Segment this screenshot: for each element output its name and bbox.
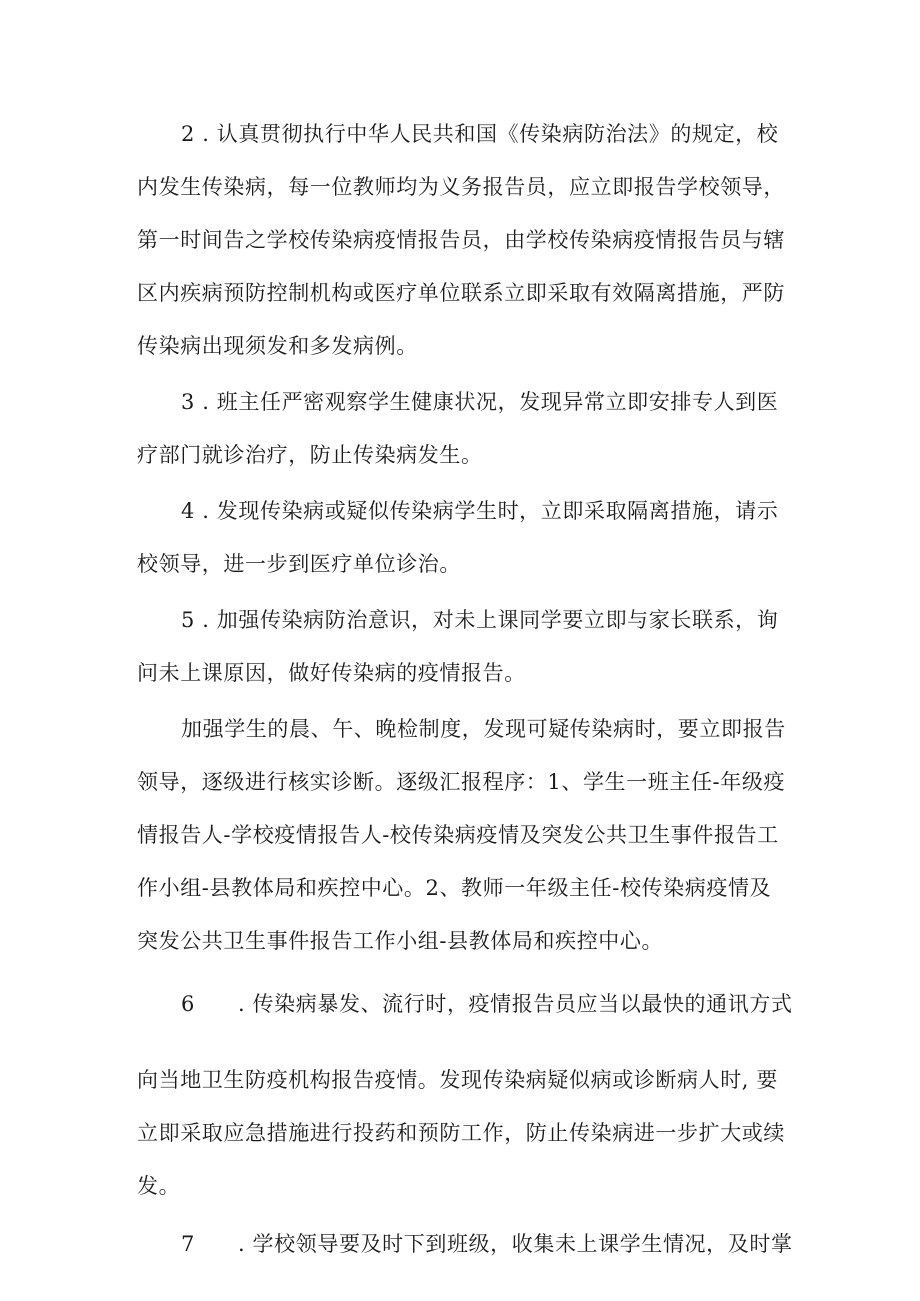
para-3-line-1: 3 . 班主任严密观察学生健康状况，发现异常立即安排专人到医 bbox=[181, 390, 779, 414]
item-6-line-4: 发。 bbox=[137, 1174, 181, 1198]
para-check-line-4: 作小组-县教体局和疾控中心。2、教师一年级主任-校传染病疫情及 bbox=[137, 876, 772, 900]
para-3-line-2: 疗部门就诊治疗，防止传染病发生。 bbox=[137, 443, 483, 467]
item-7-line-1: . 学校领导要及时下到班级，收集未上课学生情况，及时掌 bbox=[238, 1232, 793, 1256]
item-6-number: 6 bbox=[181, 992, 195, 1016]
item-6-line-3: 立即采取应急措施进行投药和预防工作，防止传染病进一步扩大或续 bbox=[137, 1121, 785, 1145]
para-check-line-1: 加强学生的晨、午、晚检制度，发现可疑传染病时，要立即报告 bbox=[181, 717, 786, 741]
para-2-line-4: 区内疾病预防控制机构或医疗单位联系立即采取有效隔离措施，严防 bbox=[137, 281, 785, 305]
para-2-line-2: 内发生传染病，每一位教师均为义务报告员，应立即报告学校领导， bbox=[137, 175, 785, 199]
para-check-line-3: 情报告人-学校疫情报告人-校传染病疫情及突发公共卫生事件报告工 bbox=[137, 823, 779, 847]
para-check-line-5: 突发公共卫生事件报告工作小组-县教体局和疾控中心。 bbox=[137, 929, 664, 953]
para-2-line-3: 第一时间告之学校传染病疫情报告员，由学校传染病疫情报告员与辖 bbox=[137, 228, 785, 252]
para-4-line-1: 4 . 发现传染病或疑似传染病学生时，立即采取隔离措施，请示 bbox=[181, 499, 779, 523]
para-5-line-2: 问未上课原因，做好传染病的疫情报告。 bbox=[137, 661, 526, 685]
para-2-line-1: 2 . 认真贯彻执行中华人民共和国《传染病防治法》的规定，校 bbox=[181, 122, 779, 146]
para-4-line-2: 校领导，进一步到医疗单位诊治。 bbox=[137, 552, 461, 576]
item-6-line-1: . 传染病暴发、流行时，疫情报告员应当以最快的通讯方式 bbox=[238, 992, 793, 1016]
para-2-line-5: 传染病出现须发和多发病例。 bbox=[137, 334, 418, 358]
para-5-line-1: 5 . 加强传染病防治意识，对未上课同学要立即与家长联系，询 bbox=[181, 608, 779, 632]
item-7-number: 7 bbox=[181, 1232, 195, 1256]
item-6-line-2: 向当地卫生防疫机构报告疫情。发现传染病疑似病或诊断病人时, 要 bbox=[137, 1068, 778, 1092]
para-check-line-2: 领导，逐级进行核实诊断。逐级汇报程序：1、学生一班主任-年级疫 bbox=[137, 770, 786, 794]
